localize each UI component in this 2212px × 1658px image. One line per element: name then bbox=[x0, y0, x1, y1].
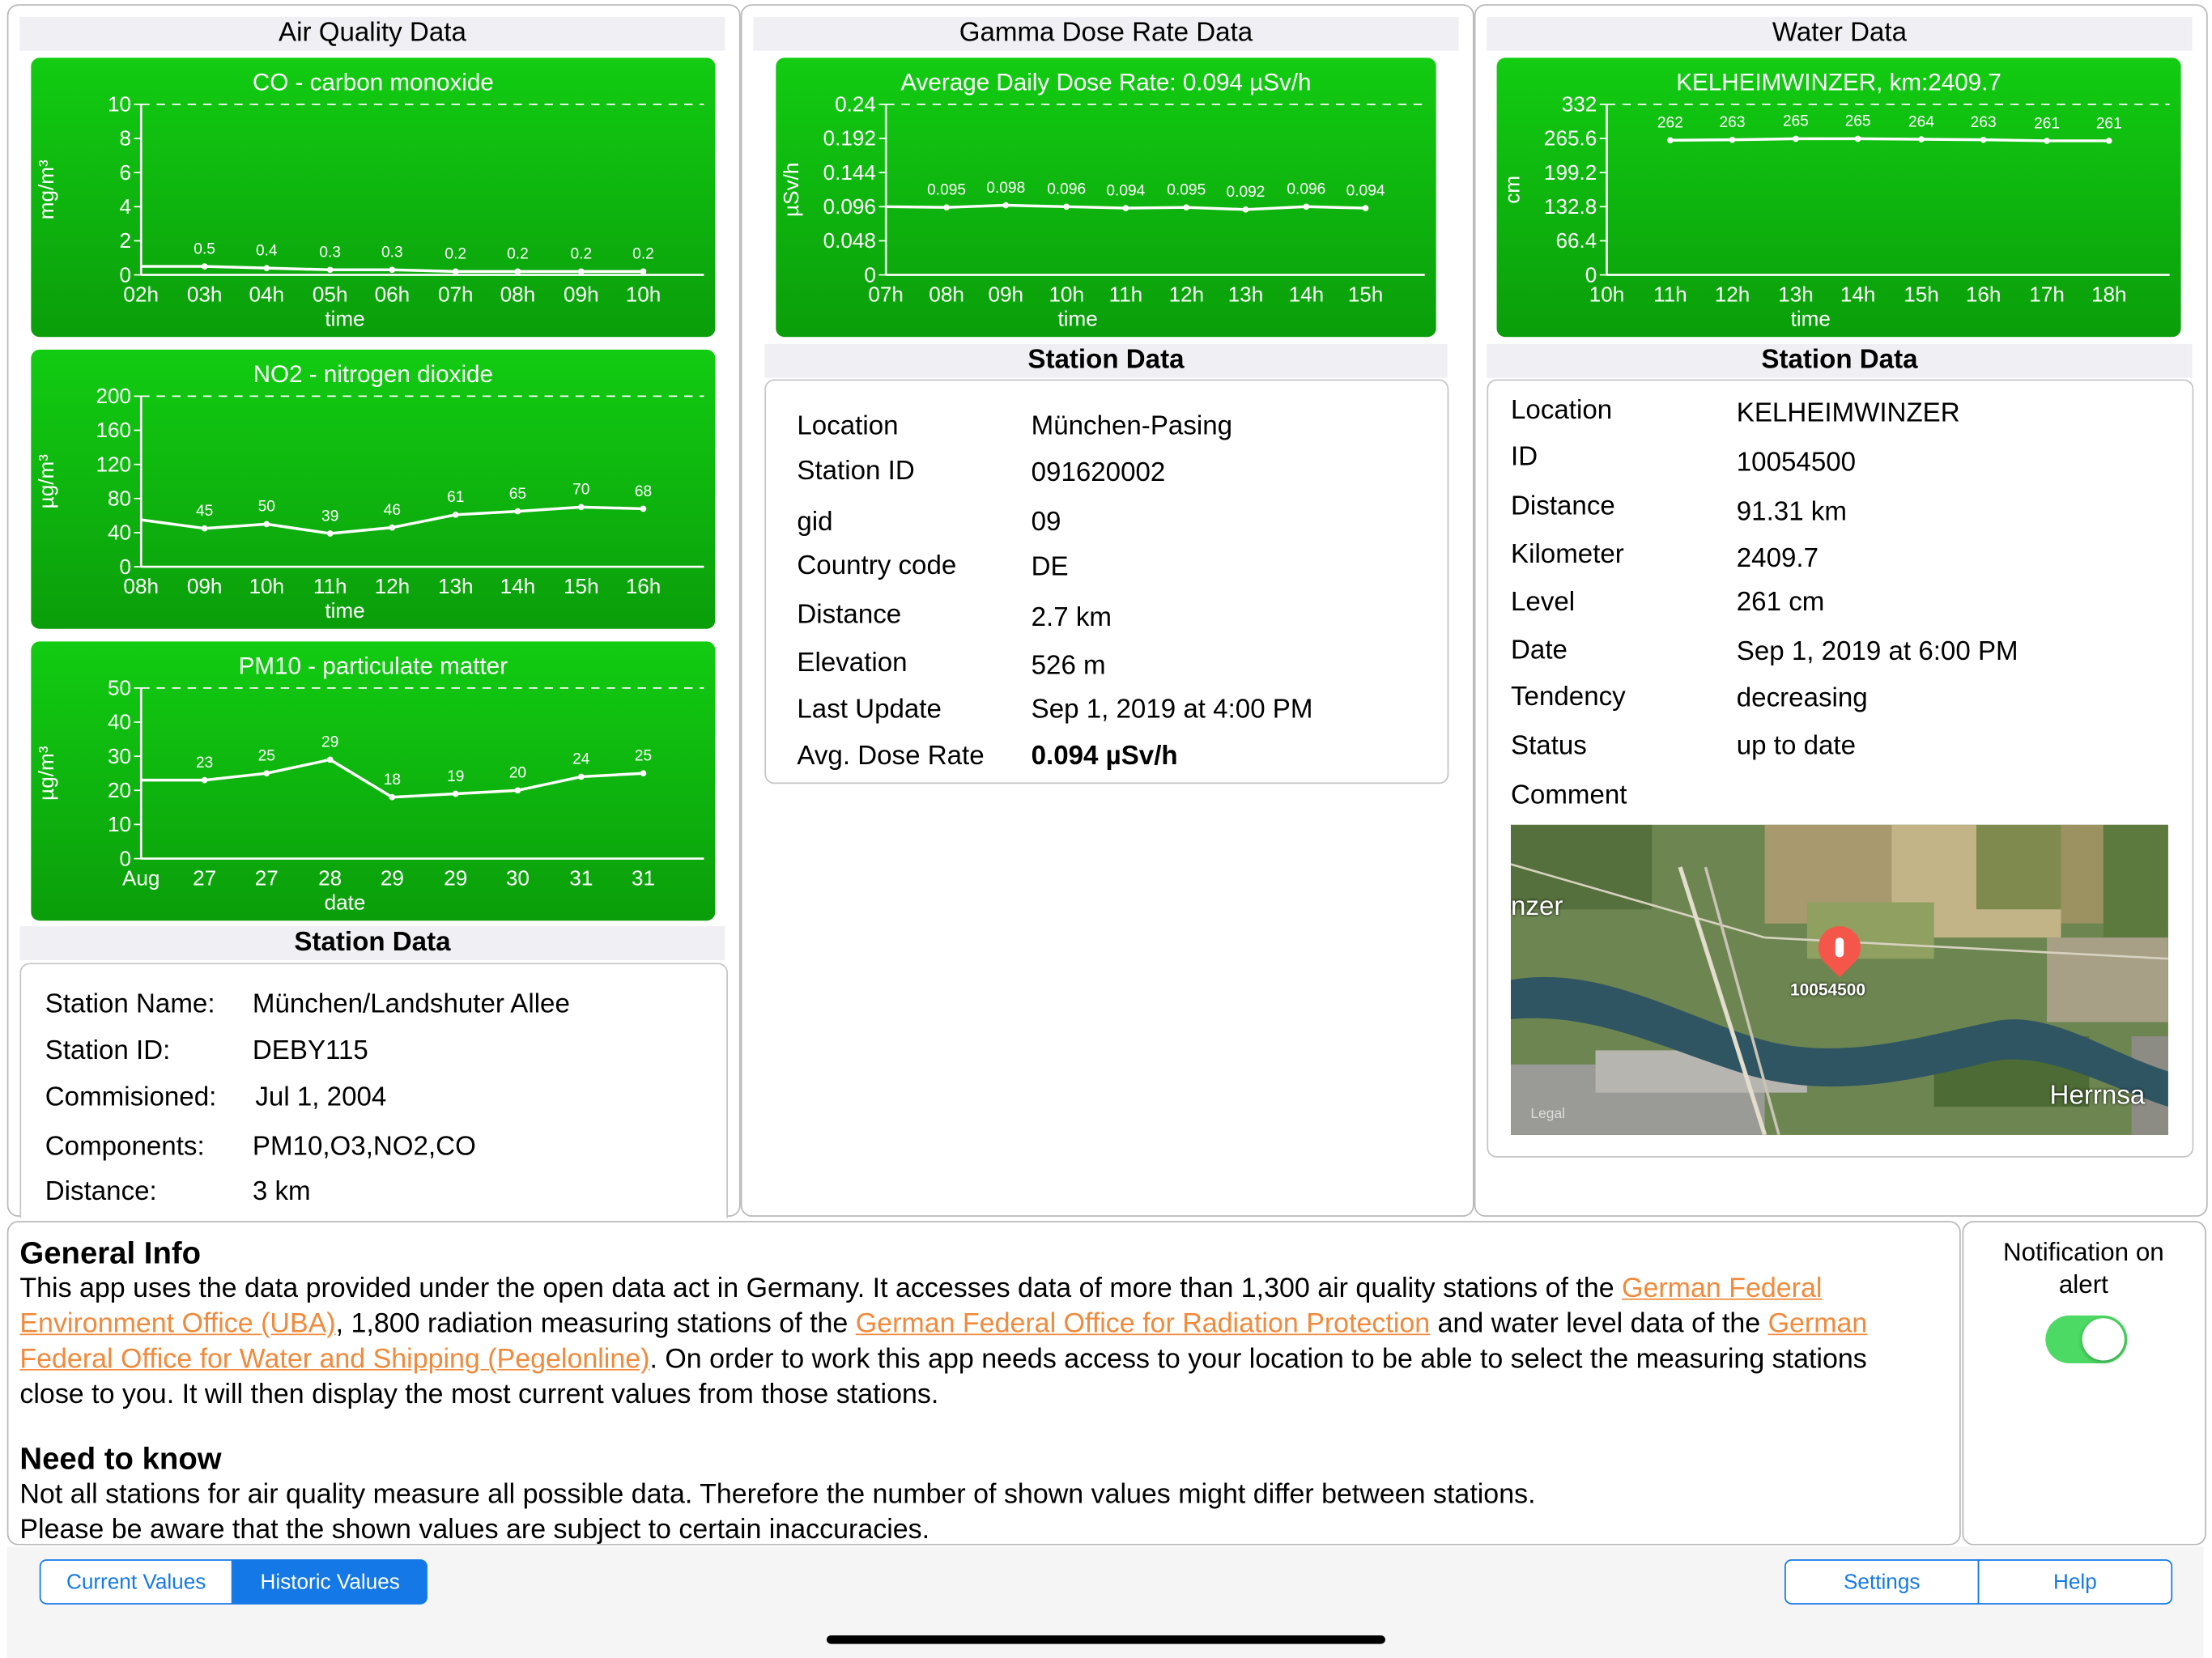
map-pin-label: 10054500 bbox=[1789, 980, 1866, 1000]
data-label: 265 bbox=[1782, 113, 1809, 130]
y-tick-label: 332 bbox=[1561, 91, 1597, 117]
general-info-heading: General Info bbox=[19, 1235, 202, 1271]
x-tick-label: 09h bbox=[564, 282, 599, 307]
data-label: 0.094 bbox=[1346, 182, 1385, 200]
notification-label: Notification on alert bbox=[2002, 1238, 2164, 1299]
chart-title: KELHEIMWINZER, km:2409.7 bbox=[1676, 69, 2001, 96]
station-map[interactable] bbox=[1511, 825, 2168, 1135]
data-point bbox=[453, 791, 459, 797]
x-tick-label: 13h bbox=[1778, 282, 1814, 307]
x-tick-label: 10h bbox=[625, 282, 661, 307]
gamma-row-value: 526 m bbox=[1031, 651, 1106, 682]
y-tick-label: 160 bbox=[96, 418, 132, 443]
water-row-label: ID bbox=[1511, 442, 1538, 473]
data-label: 25 bbox=[634, 747, 653, 765]
data-label: 0.095 bbox=[927, 181, 967, 199]
data-label: 263 bbox=[1719, 113, 1746, 131]
chart-title: CO - carbon monoxide bbox=[252, 69, 494, 96]
y-tick-label: 0.144 bbox=[823, 159, 876, 185]
data-point bbox=[1667, 137, 1674, 143]
y-tick-label: 132.8 bbox=[1543, 194, 1597, 219]
data-point bbox=[1063, 203, 1070, 210]
y-tick-label: 0.048 bbox=[823, 228, 876, 253]
data-point bbox=[943, 204, 950, 210]
map-place-left: nzer bbox=[1511, 892, 1563, 922]
inaccuracy-text: Please be aware that the shown values are subject to certain inaccuracies. bbox=[19, 1514, 930, 1545]
data-label: 45 bbox=[195, 503, 214, 520]
y-tick-label: 265.6 bbox=[1543, 125, 1597, 151]
gamma-row-label: Location bbox=[797, 411, 899, 442]
data-label: 70 bbox=[572, 481, 590, 499]
info-text-3: and water level data of the bbox=[1430, 1308, 1768, 1340]
data-point bbox=[1980, 137, 1987, 143]
info-text-1: This app uses the data provided under the open data act in Germany. It accesses data of more than 1,300 air quality stations of the bbox=[19, 1273, 1623, 1304]
gamma-chart bbox=[776, 57, 1436, 337]
x-tick-label: 10h bbox=[1589, 282, 1625, 307]
y-tick-label: 10 bbox=[107, 91, 132, 117]
data-point bbox=[1002, 202, 1009, 209]
gamma-row-label: Distance bbox=[797, 600, 902, 631]
y-tick-label: 30 bbox=[107, 743, 132, 768]
data-point bbox=[453, 512, 459, 518]
data-point bbox=[263, 265, 270, 271]
x-tick-label: 07h bbox=[868, 282, 904, 307]
data-label: 0.2 bbox=[570, 245, 593, 263]
map-legal-label[interactable]: Legal bbox=[1530, 1107, 1566, 1123]
x-tick-label: 06h bbox=[374, 282, 410, 307]
chart-title: NO2 - nitrogen dioxide bbox=[253, 360, 494, 388]
info-text-4: . On order to work this app needs access to your location to be able to select the measuring stations close to you. It will then display the most current values from those stations. bbox=[19, 1343, 1867, 1410]
x-tick-label: 10h bbox=[1049, 282, 1084, 307]
y-axis-label: µg/m³ bbox=[34, 746, 59, 801]
water-row-value: 10054500 bbox=[1736, 448, 1857, 478]
x-tick-label: 29 bbox=[380, 865, 404, 891]
x-tick-label: 27 bbox=[193, 865, 217, 891]
gamma-station-card bbox=[764, 379, 1448, 784]
info-panel bbox=[7, 1221, 1961, 1545]
x-tick-label: 04h bbox=[249, 282, 285, 307]
x-axis-label: time bbox=[1790, 306, 1831, 331]
x-axis-label: time bbox=[1057, 306, 1098, 331]
water-row-label: Status bbox=[1511, 731, 1587, 762]
air-row-label: Distance: bbox=[45, 1177, 157, 1207]
x-axis-label: time bbox=[325, 597, 365, 623]
pegelonline-link[interactable]: German Federal Office for Water and Shipping (Pegelonline) bbox=[19, 1308, 1868, 1375]
y-tick-label: 2 bbox=[119, 228, 132, 253]
data-label: 0.3 bbox=[381, 244, 403, 261]
data-point bbox=[640, 269, 647, 275]
x-axis-label: date bbox=[324, 890, 366, 915]
x-tick-label: 08h bbox=[929, 282, 964, 307]
water-title: Water Data bbox=[1487, 17, 2192, 51]
y-axis-label: µg/m³ bbox=[34, 454, 59, 509]
water-row-label: Kilometer bbox=[1511, 539, 1624, 570]
gamma-row-value: 09 bbox=[1031, 507, 1061, 538]
water-row-label: Date bbox=[1511, 636, 1568, 665]
x-tick-label: 12h bbox=[374, 574, 410, 599]
data-label: 19 bbox=[447, 767, 465, 785]
help-button[interactable]: Help bbox=[1978, 1559, 2172, 1605]
x-tick-label: 02h bbox=[123, 282, 160, 307]
data-label: 261 bbox=[2095, 115, 2122, 133]
air-row-value: München/Landshuter Allee bbox=[252, 989, 570, 1020]
water-chart bbox=[1497, 57, 2181, 337]
x-tick-label: 13h bbox=[1227, 282, 1264, 307]
water-row-label: Comment bbox=[1511, 780, 1627, 811]
gamma-row-label: Avg. Dose Rate bbox=[797, 742, 985, 772]
data-label: 0.3 bbox=[319, 244, 342, 261]
y-tick-label: 80 bbox=[107, 486, 132, 511]
air-row-value: 3 km bbox=[252, 1177, 311, 1207]
y-tick-label: 20 bbox=[107, 777, 132, 802]
data-point bbox=[578, 504, 585, 510]
no2-chart-svg bbox=[31, 350, 715, 629]
data-point bbox=[389, 794, 396, 801]
data-label: 25 bbox=[257, 747, 275, 765]
settings-button[interactable]: Settings bbox=[1784, 1559, 1979, 1605]
water-row-label: Distance bbox=[1511, 491, 1615, 522]
y-tick-label: 8 bbox=[119, 125, 132, 151]
data-label: 0.4 bbox=[255, 242, 278, 260]
data-label: 50 bbox=[257, 498, 275, 516]
x-tick-label: 08h bbox=[500, 282, 536, 307]
x-tick-label: 15h bbox=[564, 574, 599, 599]
x-tick-label: 05h bbox=[312, 282, 348, 307]
need-to-know-text: Not all stations for air quality measure all possible data. Therefore the number of shown values might differ between stations. bbox=[19, 1478, 1536, 1511]
air-row-value: PM10,O3,NO2,CO bbox=[252, 1132, 476, 1162]
data-point bbox=[389, 266, 396, 273]
map-place-right: Herrnsa bbox=[2049, 1081, 2146, 1112]
gamma-row-value: DE bbox=[1031, 552, 1069, 583]
gamma-avg-dose-value: 0.094 µSv/h bbox=[1031, 742, 1178, 772]
pm10-chart-svg bbox=[31, 641, 715, 920]
water-row-value: Sep 1, 2019 at 6:00 PM bbox=[1736, 637, 2018, 667]
data-point bbox=[1183, 204, 1189, 210]
y-tick-label: 0 bbox=[864, 262, 876, 287]
y-tick-label: 199.2 bbox=[1543, 159, 1597, 185]
gamma-row-label: Elevation bbox=[797, 648, 908, 678]
water-row-value: 2409.7 bbox=[1736, 544, 1819, 574]
water-row-value: KELHEIMWINZER bbox=[1736, 398, 1960, 429]
co-chart bbox=[31, 57, 715, 337]
data-label: 0.096 bbox=[1047, 181, 1087, 198]
y-axis-label: mg/m³ bbox=[34, 159, 59, 220]
x-tick-label: 15h bbox=[1904, 282, 1939, 307]
y-tick-label: 4 bbox=[119, 194, 132, 219]
data-label: 0.096 bbox=[1287, 181, 1326, 198]
y-tick-label: 200 bbox=[96, 384, 132, 409]
gamma-station-header: Station Data bbox=[764, 344, 1447, 378]
x-tick-label: 14h bbox=[1840, 282, 1876, 307]
water-row-value: 261 cm bbox=[1736, 588, 1825, 618]
notification-toggle[interactable] bbox=[2045, 1316, 2127, 1363]
air-quality-title: Air Quality Data bbox=[19, 17, 725, 51]
data-label: 0.094 bbox=[1106, 182, 1146, 200]
data-point bbox=[578, 774, 585, 780]
data-point bbox=[1729, 137, 1736, 143]
data-label: 29 bbox=[321, 733, 339, 751]
x-tick-label: Aug bbox=[121, 865, 160, 891]
need-to-know-heading: Need to know bbox=[19, 1440, 222, 1477]
data-point bbox=[1363, 205, 1369, 211]
data-point bbox=[1793, 136, 1799, 142]
x-tick-label: 12h bbox=[1714, 282, 1750, 307]
gamma-row-label: gid bbox=[797, 507, 833, 538]
gamma-row-value: 091620002 bbox=[1031, 457, 1166, 488]
data-point bbox=[1855, 136, 1861, 142]
x-tick-label: 09h bbox=[186, 574, 223, 599]
map-pin-dot-icon bbox=[1836, 937, 1844, 957]
water-station-header: Station Data bbox=[1487, 344, 2192, 378]
historic-values-tab[interactable]: Historic Values bbox=[232, 1559, 427, 1605]
x-tick-label: 09h bbox=[988, 282, 1024, 307]
data-point bbox=[202, 525, 208, 532]
data-point bbox=[202, 263, 208, 270]
gamma-title: Gamma Dose Rate Data bbox=[753, 17, 1458, 51]
y-tick-label: 0 bbox=[119, 846, 132, 871]
data-label: 65 bbox=[508, 485, 527, 503]
x-tick-label: 10h bbox=[249, 574, 285, 599]
water-row-label: Location bbox=[1511, 396, 1613, 426]
pm10-chart bbox=[31, 641, 715, 920]
data-label: 0.2 bbox=[445, 245, 467, 263]
notification-panel bbox=[1963, 1221, 2206, 1545]
data-label: 18 bbox=[383, 772, 402, 789]
chart-title: Average Daily Dose Rate: 0.094 µSv/h bbox=[900, 69, 1312, 96]
x-tick-label: 12h bbox=[1168, 282, 1205, 307]
y-tick-label: 0.096 bbox=[823, 194, 876, 219]
gamma-row-label: Station ID bbox=[797, 457, 915, 487]
x-tick-label: 29 bbox=[444, 865, 468, 891]
y-axis-label: µSv/h bbox=[779, 162, 804, 217]
gamma-row-label: Last Update bbox=[797, 695, 942, 725]
series-line bbox=[1670, 138, 2109, 141]
data-point bbox=[515, 269, 521, 275]
gamma-row-label: Country code bbox=[797, 551, 957, 581]
x-tick-label: 11h bbox=[1653, 282, 1687, 307]
radiation-office-link[interactable]: German Federal Office for Radiation Protection bbox=[855, 1308, 1431, 1340]
data-label: 46 bbox=[383, 501, 402, 519]
y-tick-label: 120 bbox=[96, 452, 132, 477]
x-tick-label: 11h bbox=[313, 574, 347, 599]
data-point bbox=[1243, 206, 1249, 213]
data-point bbox=[453, 269, 459, 275]
x-tick-label: 17h bbox=[2029, 282, 2065, 307]
no2-chart bbox=[31, 350, 715, 629]
y-tick-label: 10 bbox=[107, 812, 132, 837]
gamma-row-value: München-Pasing bbox=[1031, 411, 1233, 442]
data-label: 265 bbox=[1844, 113, 1871, 130]
water-station-card bbox=[1487, 379, 2193, 1157]
y-tick-label: 6 bbox=[119, 159, 132, 185]
x-tick-label: 18h bbox=[2091, 282, 2127, 307]
water-row-value: up to date bbox=[1736, 731, 1857, 762]
home-indicator[interactable] bbox=[827, 1635, 1385, 1643]
data-point bbox=[515, 508, 521, 515]
water-row-label: Tendency bbox=[1511, 682, 1626, 712]
data-label: 68 bbox=[634, 483, 653, 500]
x-tick-label: 30 bbox=[505, 865, 530, 891]
data-label: 261 bbox=[2034, 115, 2061, 133]
air-row-value: DEBY115 bbox=[252, 1036, 368, 1066]
data-point bbox=[640, 770, 647, 776]
chart-title: PM10 - particulate matter bbox=[238, 653, 508, 680]
y-tick-label: 66.4 bbox=[1555, 228, 1597, 253]
current-values-tab[interactable]: Current Values bbox=[40, 1559, 233, 1605]
x-tick-label: 08h bbox=[123, 574, 160, 599]
y-tick-label: 50 bbox=[107, 675, 132, 700]
data-point bbox=[1918, 136, 1925, 142]
y-tick-label: 40 bbox=[107, 520, 132, 545]
x-tick-label: 14h bbox=[500, 574, 536, 599]
water-row-value: 91.31 km bbox=[1736, 497, 1847, 528]
data-point bbox=[263, 521, 270, 528]
data-label: 23 bbox=[195, 754, 214, 772]
data-label: 264 bbox=[1908, 113, 1935, 131]
x-tick-label: 14h bbox=[1288, 282, 1325, 307]
data-point bbox=[327, 530, 334, 537]
gamma-chart-svg bbox=[776, 57, 1436, 337]
x-tick-label: 03h bbox=[186, 282, 223, 307]
gamma-row-value: Sep 1, 2019 at 4:00 PM bbox=[1031, 695, 1313, 725]
data-label: 0.092 bbox=[1226, 184, 1266, 202]
data-label: 0.098 bbox=[986, 179, 1026, 197]
data-point bbox=[202, 777, 208, 784]
info-text-2: , 1,800 radiation measuring stations of the bbox=[335, 1308, 856, 1340]
data-point bbox=[327, 757, 334, 763]
co-chart-svg bbox=[31, 57, 715, 337]
air-row-label: Components: bbox=[45, 1132, 205, 1162]
x-tick-label: 31 bbox=[569, 865, 593, 891]
water-chart-svg bbox=[1497, 57, 2181, 337]
x-tick-label: 28 bbox=[318, 865, 342, 891]
general-info-paragraph bbox=[19, 1272, 1938, 1413]
data-point bbox=[389, 525, 396, 531]
y-axis-label: cm bbox=[1499, 175, 1525, 204]
x-tick-label: 07h bbox=[437, 282, 474, 307]
air-row-value: Jul 1, 2004 bbox=[255, 1082, 387, 1113]
air-row-label: Commisioned: bbox=[45, 1082, 217, 1113]
data-label: 0.2 bbox=[507, 245, 529, 263]
data-point bbox=[640, 506, 647, 512]
data-label: 0.5 bbox=[194, 240, 215, 258]
data-point bbox=[2106, 138, 2112, 144]
y-tick-label: 0 bbox=[119, 554, 132, 579]
air-row-label: Station Name: bbox=[45, 989, 215, 1020]
water-row-label: Level bbox=[1511, 588, 1576, 618]
data-label: 263 bbox=[1970, 113, 1997, 131]
air-station-header: Station Data bbox=[19, 926, 725, 960]
x-tick-label: 16h bbox=[625, 574, 661, 599]
x-tick-label: 13h bbox=[437, 574, 474, 599]
data-point bbox=[2044, 138, 2050, 144]
toggle-knob bbox=[2082, 1318, 2125, 1360]
data-point bbox=[263, 770, 270, 776]
y-tick-label: 0.192 bbox=[823, 125, 876, 151]
data-point bbox=[1123, 205, 1129, 211]
y-tick-label: 0 bbox=[1585, 262, 1597, 287]
data-label: 39 bbox=[321, 508, 339, 525]
data-label: 24 bbox=[572, 750, 590, 768]
uba-link[interactable]: German Federal Environment Office (UBA) bbox=[19, 1273, 1823, 1340]
water-row-value: decreasing bbox=[1736, 683, 1868, 714]
air-row-label: Station ID: bbox=[45, 1036, 171, 1066]
data-point bbox=[515, 787, 521, 793]
data-label: 20 bbox=[508, 764, 527, 782]
x-tick-label: 16h bbox=[1965, 282, 2001, 307]
data-point bbox=[327, 266, 334, 273]
info-text bbox=[19, 1234, 1938, 1545]
y-tick-label: 40 bbox=[107, 709, 132, 734]
data-point bbox=[1304, 203, 1310, 210]
x-tick-label: 11h bbox=[1108, 282, 1143, 307]
data-point bbox=[578, 269, 585, 275]
x-tick-label: 31 bbox=[631, 865, 656, 891]
y-tick-label: 0.24 bbox=[835, 91, 876, 117]
data-label: 262 bbox=[1657, 114, 1683, 132]
data-label: 0.2 bbox=[632, 245, 654, 263]
x-tick-label: 15h bbox=[1347, 282, 1384, 307]
y-tick-label: 0 bbox=[119, 262, 132, 287]
x-axis-label: time bbox=[325, 306, 365, 331]
x-tick-label: 27 bbox=[254, 865, 279, 891]
data-label: 0.095 bbox=[1167, 181, 1206, 199]
gamma-row-value: 2.7 km bbox=[1031, 603, 1112, 633]
air-station-card bbox=[19, 963, 728, 1218]
data-label: 61 bbox=[447, 489, 465, 507]
